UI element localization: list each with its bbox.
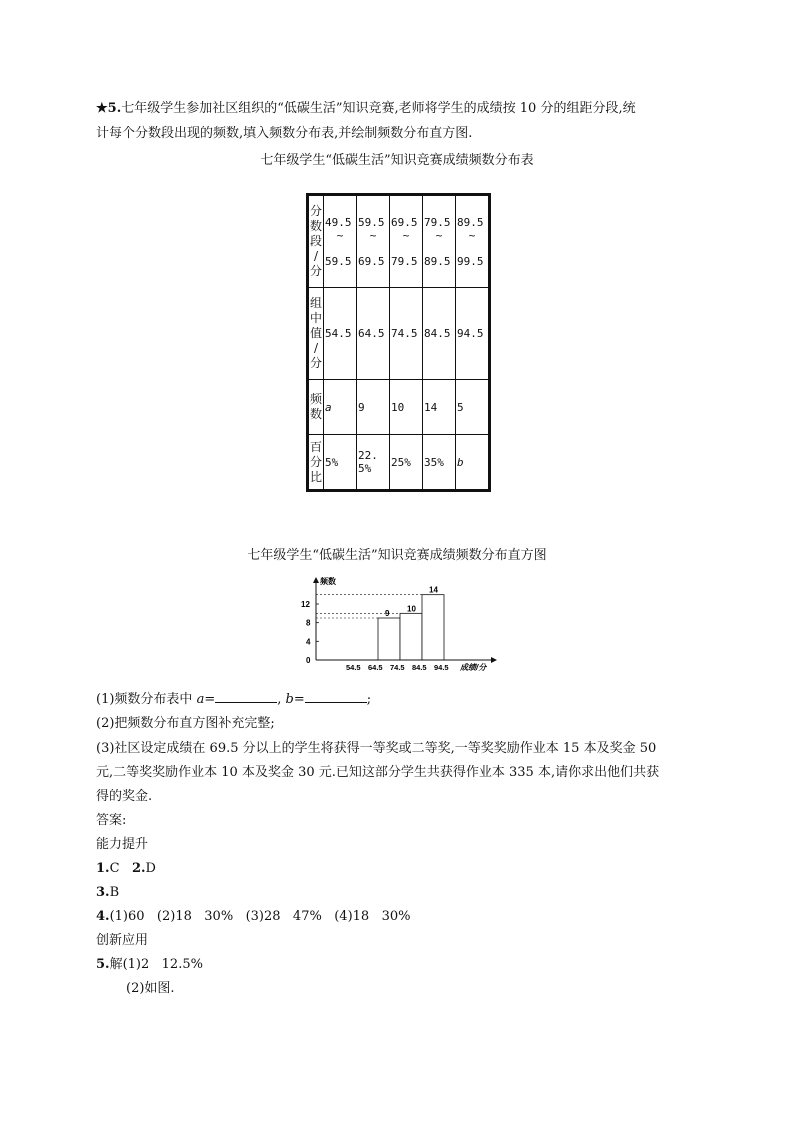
- part-2: (2)把频数分布直方图补充完整;: [96, 716, 275, 731]
- histogram-bar: [422, 595, 444, 660]
- x-axis-label: 成绩/分: [460, 663, 487, 672]
- percentage-cell: 5%: [324, 435, 357, 491]
- interval-cell: 79.5 ~ 89.5: [423, 195, 456, 288]
- midpoint-cell: 94.5: [456, 288, 490, 380]
- question-number: ★5.: [96, 101, 122, 116]
- percentage-cell: b: [456, 435, 490, 491]
- answer-blank-a[interactable]: [215, 690, 277, 703]
- x-tick-label: 64.5: [368, 663, 383, 672]
- bar-value-label: 14: [429, 585, 438, 595]
- row-header-text: 分 数 段 / 分: [310, 204, 323, 278]
- answer-4: 4.(1)60 (2)18 30% (3)28 47% (4)18 30%: [96, 909, 411, 924]
- part-1: (1)频数分布表中 a= , b= ;: [96, 692, 372, 707]
- x-tick-label: 84.5: [412, 663, 427, 672]
- question-line-2: 计每个分数段出现的频数,填入频数分布表,并绘制频数分布直方图.: [96, 126, 473, 141]
- percentage-cell: 22.5%: [357, 435, 390, 491]
- answer-blank-b[interactable]: [305, 690, 367, 703]
- interval-cell: 59.5 ~ 69.5: [357, 195, 390, 288]
- row-header-text: 组 中 值 / 分: [310, 296, 323, 370]
- interval-cell: 89.5 ~ 99.5: [456, 195, 490, 288]
- x-tick-label: 74.5: [390, 663, 405, 672]
- section-innovation: 创新应用: [96, 933, 149, 948]
- row-header-text: 百 分 比: [310, 439, 323, 484]
- interval-cell: 49.5 ~ 59.5: [324, 195, 357, 288]
- table-row-midpoints: [308, 288, 490, 380]
- row-header-text: 频 数: [310, 392, 323, 421]
- answer-5-part-2: (2)如图.: [126, 981, 175, 996]
- frequency-cell: 9: [357, 380, 390, 435]
- interval-cell: 69.5 ~ 79.5: [390, 195, 423, 288]
- x-tick-label: 54.5: [346, 663, 361, 672]
- frequency-cell: 10: [390, 380, 423, 435]
- chart-title: 七年级学生“低碳生活”知识竞赛成绩频数分布直方图: [247, 548, 547, 563]
- percentage-cell: 25%: [390, 435, 423, 491]
- row-header-percentage: [308, 435, 324, 491]
- part-3-line-2: 元,二等奖奖励作业本 10 本及奖金 30 元.已知这部分学生共获得作业本 335 本,请你求出他们共获: [96, 765, 660, 780]
- row-header-frequency: [308, 380, 324, 435]
- answer-3: 3.B: [96, 885, 120, 900]
- y-axis-label: 频数: [320, 577, 336, 586]
- bar-value-label: 10: [407, 604, 416, 614]
- table-row-intervals: [308, 195, 490, 288]
- row-header-interval: [308, 195, 324, 288]
- answer-1-2: 1.C 2.D: [96, 861, 156, 876]
- y-tick-label: 8: [306, 618, 311, 628]
- frequency-cell: 5: [456, 380, 490, 435]
- frequency-table: [306, 193, 491, 492]
- midpoint-cell: 64.5: [357, 288, 390, 380]
- row-header-midpoint: [308, 288, 324, 380]
- question-line-1: ★5.七年级学生参加社区组织的“低碳生活”知识竞赛,老师将学生的成绩按 10 分的组距分段,统: [96, 101, 636, 116]
- midpoint-cell: 74.5: [390, 288, 423, 380]
- y-tick-label: 4: [306, 637, 311, 647]
- answers-heading: 答案:: [96, 813, 127, 828]
- histogram-chart: [296, 574, 506, 674]
- x-tick-label: 94.5: [434, 663, 449, 672]
- answer-5: 5.解(1)2 12.5%: [96, 957, 203, 972]
- part-3-line-1: (3)社区设定成绩在 69.5 分以上的学生将获得一等奖或二等奖,一等奖奖励作业本 15 本及奖金 50: [96, 741, 657, 756]
- table-title: 七年级学生“低碳生活”知识竞赛成绩频数分布表: [260, 153, 534, 168]
- y-tick-label: 0: [306, 656, 311, 665]
- midpoint-cell: 84.5: [423, 288, 456, 380]
- frequency-cell: 14: [423, 380, 456, 435]
- histogram-bar: [378, 618, 400, 660]
- table-row-percentage: [308, 435, 490, 491]
- section-ability: 能力提升: [96, 837, 149, 852]
- y-tick-label: 12: [301, 600, 310, 609]
- percentage-cell: 35%: [423, 435, 456, 491]
- part-3-line-3: 得的奖金.: [96, 789, 153, 804]
- midpoint-cell: 54.5: [324, 288, 357, 380]
- bar-value-label: 9: [385, 609, 390, 618]
- frequency-cell: a: [324, 380, 357, 435]
- histogram-bar: [400, 613, 422, 660]
- table-row-frequency: [308, 380, 490, 435]
